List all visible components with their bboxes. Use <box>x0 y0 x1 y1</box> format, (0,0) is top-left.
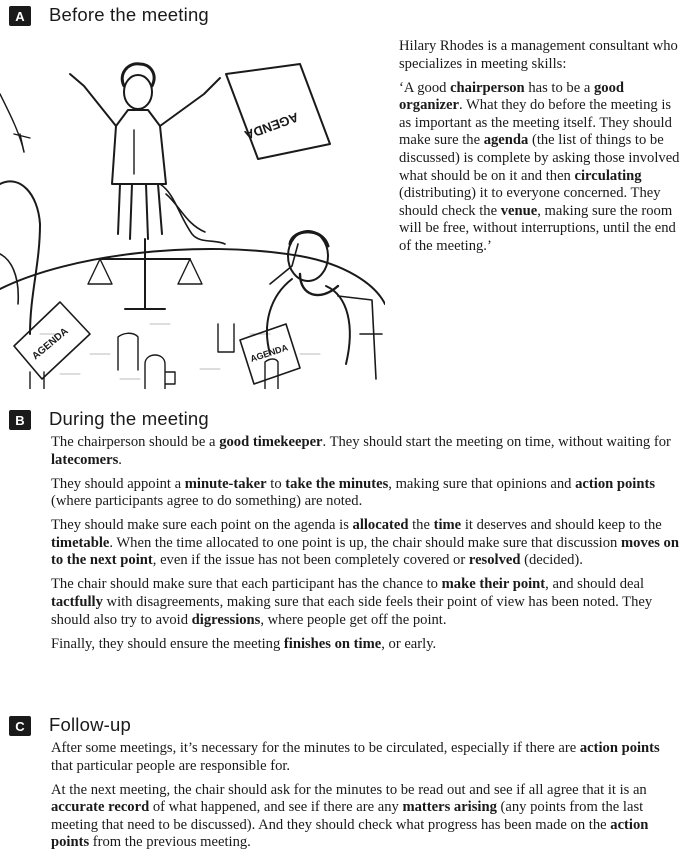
followup-paragraph-1: After some meetings, it’s necessary for the minutes to be circulated, especially if there are action points that particular people are responsible for. <box>51 740 660 774</box>
section-b-badge <box>9 410 31 430</box>
section-a-badge <box>9 6 31 26</box>
followup-text <box>51 740 681 858</box>
intro-text <box>399 38 682 262</box>
agenda-sign-text: AGENDA <box>242 109 301 143</box>
intro-lead: Hilary Rhodes is a management consultant who specializes in meeting skills: <box>399 38 678 72</box>
during-paragraph-2: They should appoint a minute-taker to take the minutes, making sure that opinions and action points (where participants agree to do something) are noted. <box>51 475 655 510</box>
section-a-title: Before the meeting <box>49 4 209 25</box>
followup-paragraph-2: At the next meeting, the chair should ask for the minutes to be read out and see if all agree that it is an accurate record of what happened, and see if there are any matters arising (any points from the last meeting that need to be discussed). And they should check what progress has been made on the action points from the previous meeting. <box>51 781 649 851</box>
during-paragraph-5: Finally, they should ensure the meeting finishes on time, or early. <box>51 635 437 652</box>
during-paragraph-3: They should make sure each point on the agenda is allocated the time it deserves and should keep to the timetable. When the time allocated to one point is up, the chair should make sure that discussion moves on to the next point, even if the issue has not been completely covered or resolved (decided). <box>51 517 679 569</box>
agenda-right-text: AGENDA <box>248 342 290 364</box>
section-c-badge <box>9 716 31 736</box>
during-meeting-text <box>51 434 681 659</box>
section-a-letter: A <box>15 8 25 24</box>
meeting-cartoon-illustration <box>0 34 385 389</box>
section-c-title: Follow-up <box>49 714 131 735</box>
section-b-title: During the meeting <box>49 408 209 429</box>
agenda-left-text: AGENDA <box>30 325 71 363</box>
section-c-letter: C <box>15 718 25 734</box>
intro-quote: ‘A good chairperson has to be a good organizer. What they do before the meeting is as important as the meeting itself. They should make sure the agenda (the list of things to be discussed) is complete by asking those involved what should be on it and then circulating (distributing) it to everyone concerned. They should check the venue, making sure the room will be free, without interruptions, until the end of the meeting.’ <box>399 79 680 254</box>
during-paragraph-4: The chair should make sure that each participant has the chance to make their point, and should deal tactfully with disagreements, making sure that each side feels their point of view has been noted. They should also try to avoid digressions, where people get off the point. <box>51 576 653 628</box>
during-paragraph-1: The chairperson should be a good timekeeper. They should start the meeting on time, without waiting for latecomers. <box>51 434 671 468</box>
section-b-letter: B <box>15 412 25 428</box>
